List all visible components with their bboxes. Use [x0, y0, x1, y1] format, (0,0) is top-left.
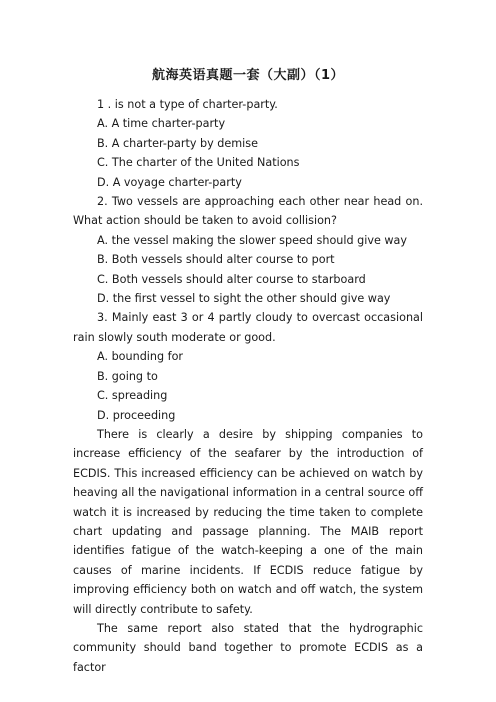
question-3-option-d: D. proceeding: [97, 408, 176, 422]
document-body: [73, 95, 423, 677]
question-1-option-a: A. A time charter-party: [97, 117, 226, 131]
question-1: 1 . is not a type of charter-party.: [97, 98, 278, 111]
question-2-option-c: C. Both vessels should alter course to starboard: [97, 272, 366, 286]
question-1-option-c: C. The charter of the United Nations: [97, 156, 300, 170]
reading-paragraph-1: There is clearly a desire by shipping companies to increase efficiency of the seafarer by the introduction of ECDIS. This increased efficiency can be achieved on watch by heaving all the navigational information in a central source off watch it is increased by reducing the time taken to complete chart updating and passage planning. The MAIB report identifies fatigue of the watch-keeping a one of the main causes of marine incidents. If ECDIS reduce fatigue by improving efficiency both on watch and off watch, the system will directly contribute to safety.: [73, 427, 423, 616]
question-3-option-b: B. going to: [97, 369, 158, 383]
question-1-option-b: B. A charter-party by demise: [97, 136, 258, 150]
document-title: 航海英语真题一套（大副）（1）: [151, 68, 345, 83]
reading-paragraph-2: The same report also stated that the hydrographic community should band together to promote ECDIS as a factor: [73, 621, 423, 674]
question-2-option-d: D. the first vessel to sight the other should give way: [97, 292, 391, 306]
question-2: 2. Two vessels are approaching each other near head on. What action should be taken to avoid collision?: [73, 195, 423, 228]
question-2-option-b: B. Both vessels should alter course to port: [97, 253, 335, 267]
question-1-option-d: D. A voyage charter-party: [97, 175, 242, 189]
question-3: 3. Mainly east 3 or 4 partly cloudy to overcast occasional rain slowly south moderate or good.: [73, 311, 423, 344]
question-2-option-a: A. the vessel making the slower speed should give way: [97, 233, 408, 247]
question-3-option-c: C. spreading: [97, 389, 168, 403]
question-3-option-a: A. bounding for: [97, 350, 184, 364]
